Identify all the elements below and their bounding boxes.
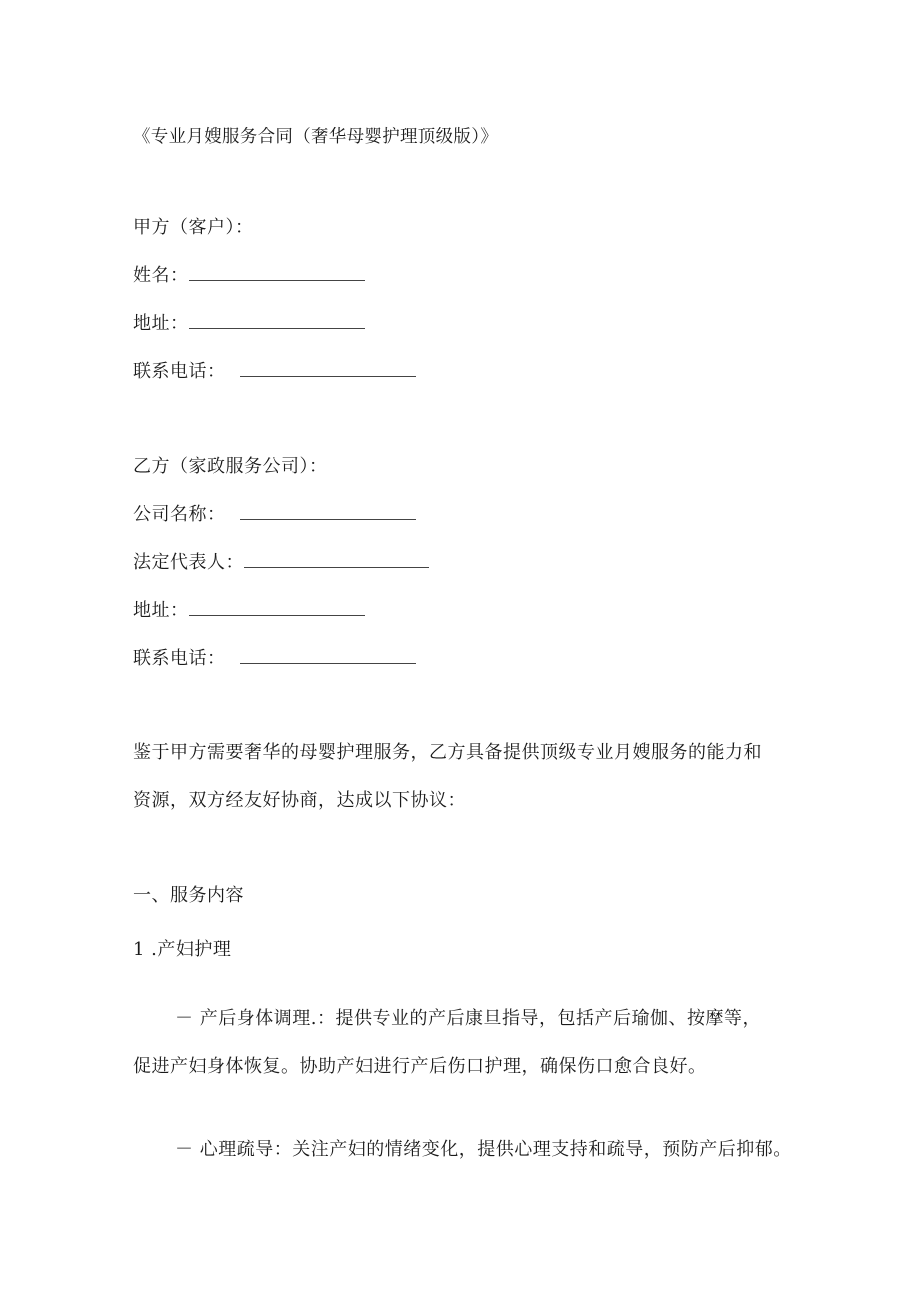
- party-a-heading: 甲方（客户）：: [133, 217, 254, 238]
- party-b-legal-rep-blank[interactable]: [244, 551, 429, 568]
- party-b-phone-label: 联系电话：: [133, 648, 226, 669]
- bullet-2: － 心理疏导：关注产妇的情绪变化，提供心理支持和疏导，预防产后抑郁。: [175, 1139, 792, 1160]
- section-1-heading: 一、服务内容: [133, 885, 244, 906]
- party-b-company-row: [133, 503, 416, 527]
- party-a-address-label: 地址：: [133, 313, 189, 334]
- party-a-phone-blank[interactable]: [240, 360, 416, 377]
- party-a-address-row: [133, 312, 365, 336]
- party-a-phone-label: 联系电话：: [133, 361, 226, 382]
- preamble-line-1: 鉴于甲方需要奢华的母婴护理服务，乙方具备提供顶级专业月嫂服务的能力和: [133, 742, 762, 763]
- party-b-company-label: 公司名称：: [133, 504, 226, 525]
- party-b-legal-rep-row: [133, 551, 429, 575]
- party-b-legal-rep-label: 法定代表人：: [133, 552, 244, 573]
- party-b-heading: 乙方（家政服务公司）：: [133, 456, 328, 477]
- preamble-line-2: 资源，双方经友好协商，达成以下协议：: [133, 790, 466, 811]
- party-a-address-blank[interactable]: [189, 312, 365, 329]
- party-b-phone-blank[interactable]: [240, 647, 416, 664]
- contract-title: 《专业月嫂服务合同（奢华母婴护理顶级版）》: [133, 127, 499, 147]
- item-1-title: .产妇护理: [144, 939, 232, 960]
- bullet-1-line-2: 促进产妇身体恢复。协助产妇进行产后伤口护理，确保伤口愈合良好。: [133, 1056, 707, 1077]
- party-a-phone-row: [133, 360, 416, 384]
- party-a-name-row: [133, 264, 365, 288]
- party-b-phone-row: [133, 647, 416, 671]
- party-a-name-blank[interactable]: [189, 264, 365, 281]
- party-b-address-row: [133, 599, 365, 623]
- party-a-name-label: 姓名：: [133, 265, 189, 286]
- item-1-title-row: [133, 938, 231, 962]
- party-b-address-label: 地址：: [133, 600, 189, 621]
- party-b-address-blank[interactable]: [189, 599, 365, 616]
- bullet-1-line-1: － 产后身体调理.：提供专业的产后康旦指导，包括产后瑜伽、按摩等，: [175, 1008, 761, 1029]
- party-b-company-blank[interactable]: [240, 503, 416, 520]
- item-1-number: 1: [133, 939, 145, 960]
